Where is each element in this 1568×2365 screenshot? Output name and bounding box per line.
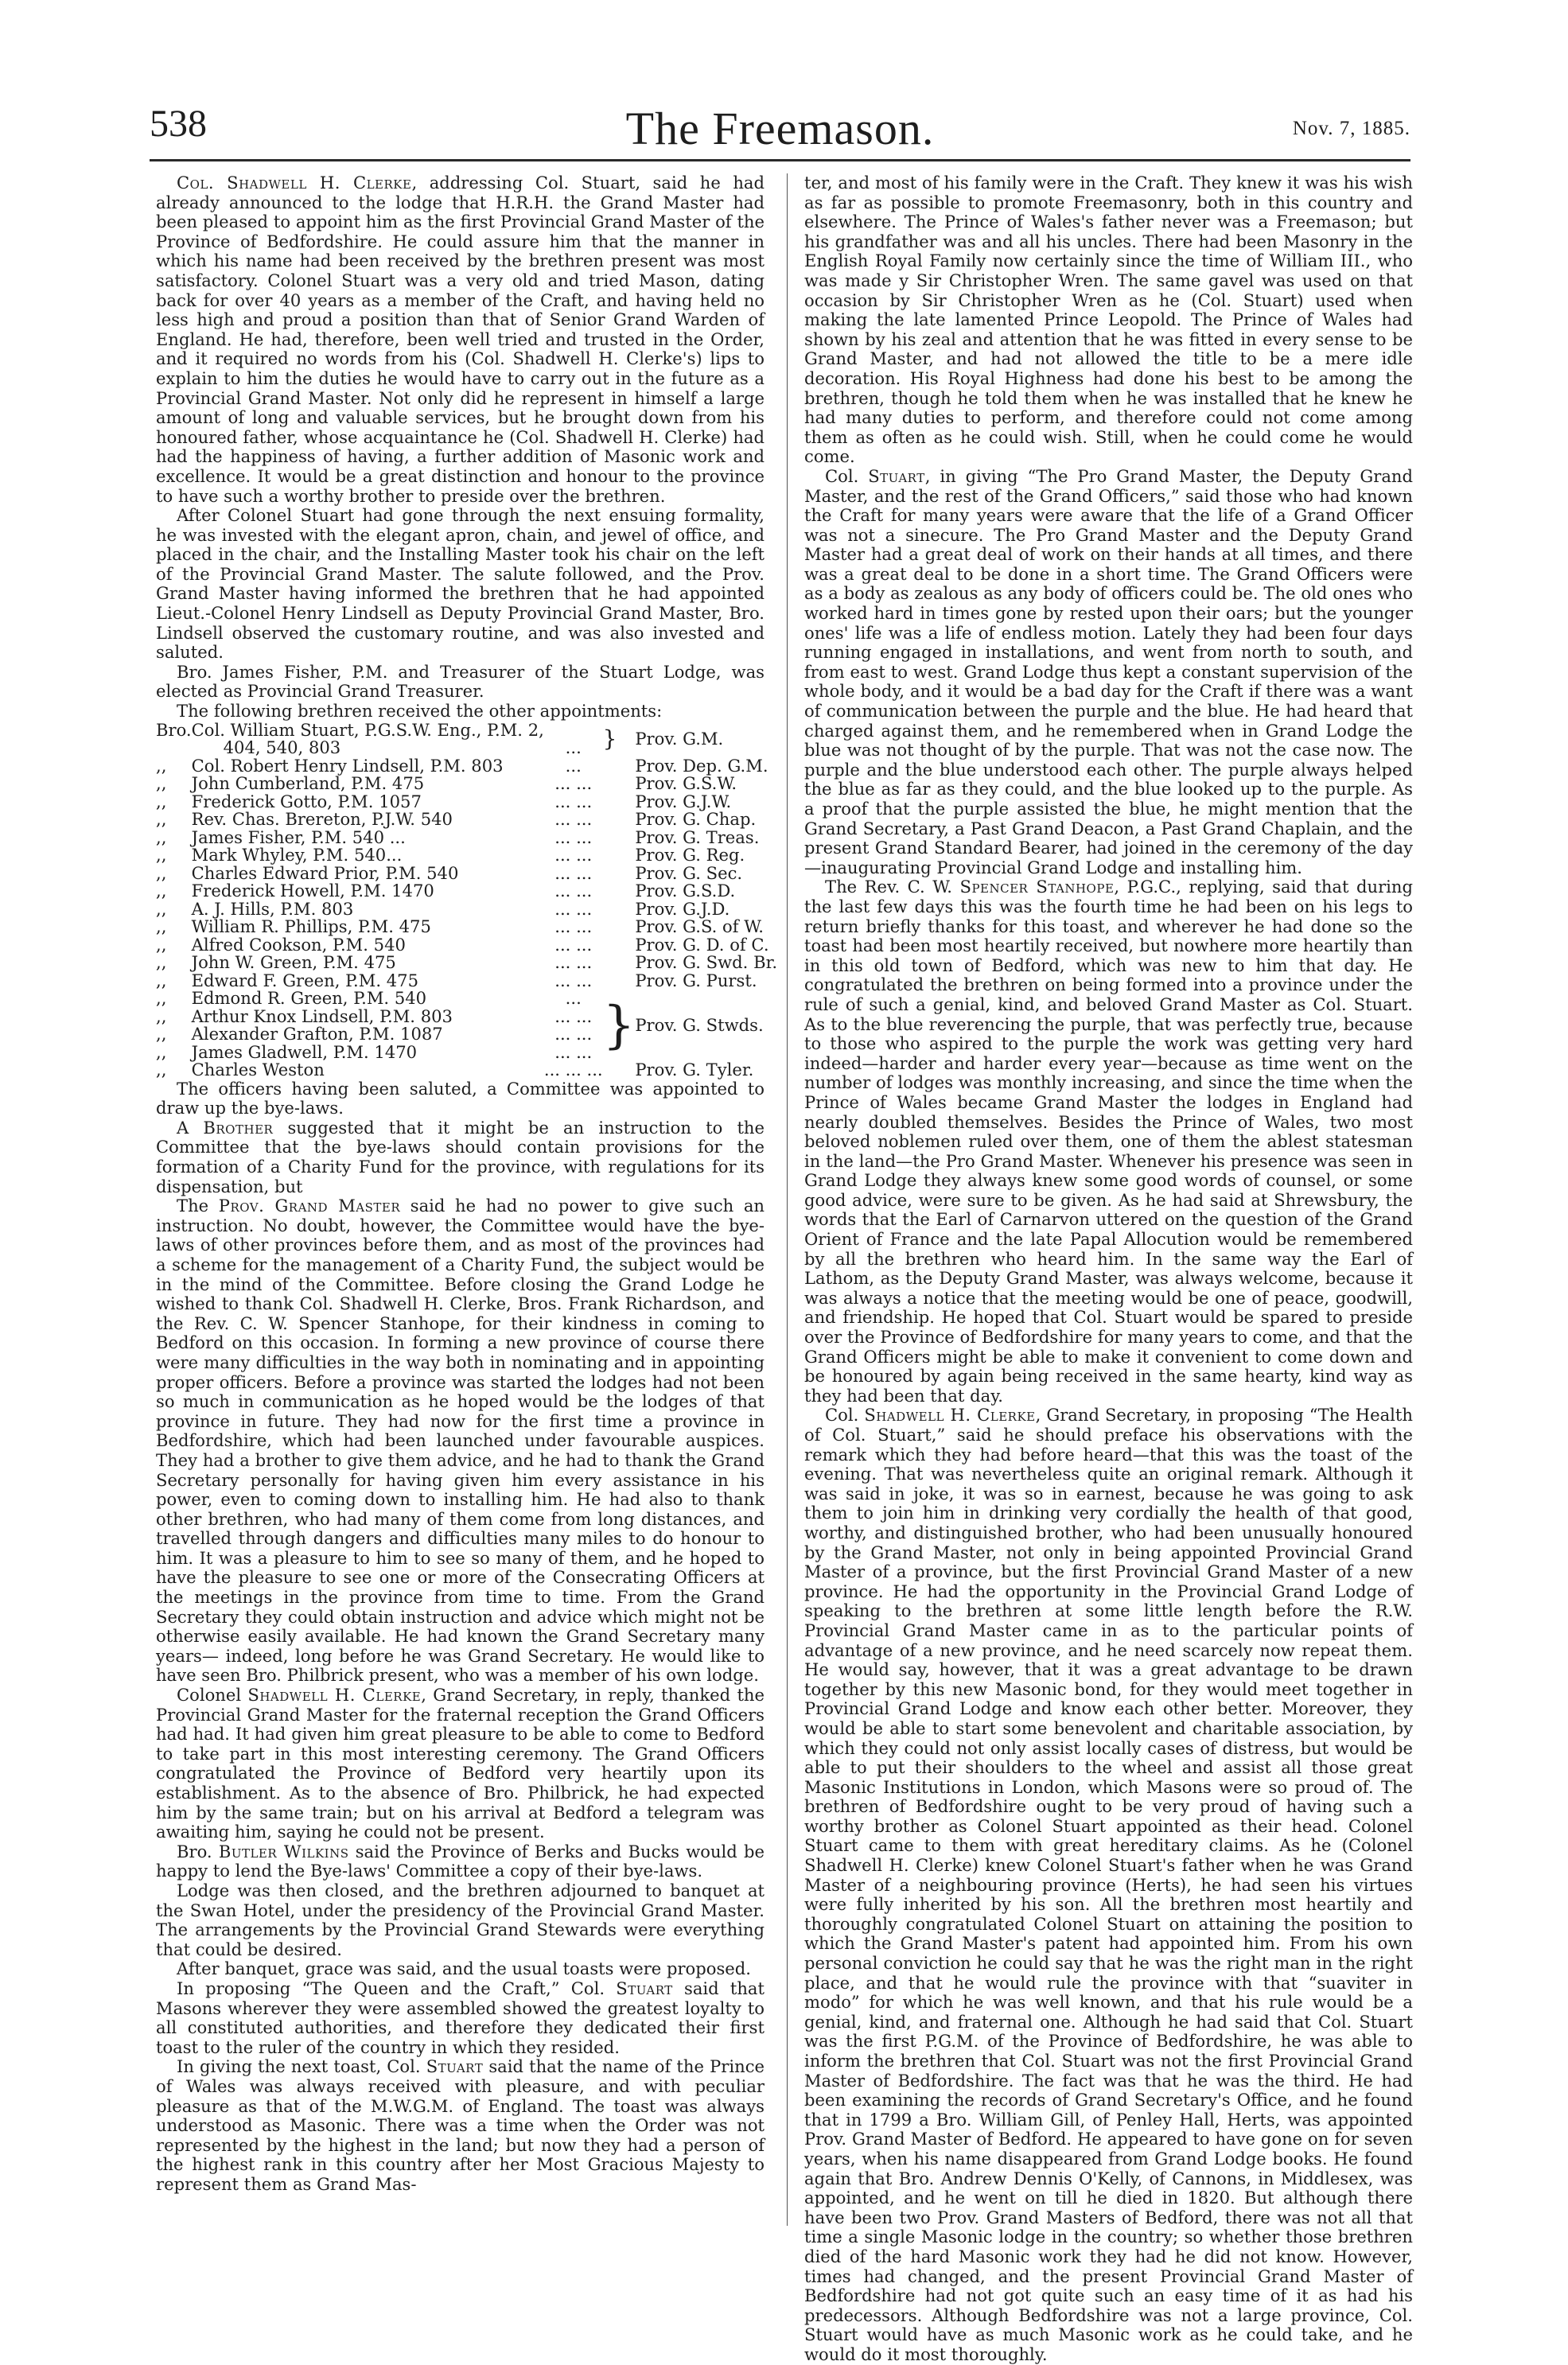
person-name: Butler Wilkins	[218, 1841, 349, 1861]
leader-dots: ... ...	[554, 970, 593, 990]
appointment-row	[156, 936, 777, 955]
text-run: said that the name of the Prince of Wales was always received with pleasure, and with peculiar pleasure as that of the M.W.G.M. of England. The toast was always understood as Masonic. There was a time when the Order was not represented by the highest in the land; but now they had a person of the highest rank in this country after her Most Gracious Majesty to represent them as Grand Mas-	[156, 2056, 765, 2194]
brother-name: Frederick Howell, P.M. 1470	[191, 881, 434, 901]
text-run: said he had no power to give such an instruction. No doubt, however, the Committee would have the bye-laws of other provinces before them, and as most of the provinces had a scheme for the management of a Charity Fund, the subject would be in the mind of the Committee. Before closing the Grand Lodge he wished to thank Col. Shadwell H. Clerke, Bros. Frank Richardson, and the Rev. C. W. Spencer Stanhope, for their kindness in coming to Bedford on this occasion. In forming a new province of course there were many difficulties in the way both in nominating and in appointing proper officers. Before a province was started the lodges had not been so much in communication as he hoped would be the lodges of that province in future. They had now for the first time a province in Bedfordshire, which had been launched under favourable auspices. They had a brother to give them advice, and he had to thank the Grand Secretary personally for having given him every assistance in his power, even to coming down to installing him. He had also to thank other brethren, who had many of them come from long distances, and travelled through dangers and difficulties many miles to do honour to him. It was a pleasure to him to see so many of them, and he hoped to have the pleasure to see one or more of the Consecrating Officers at the meetings in the province from time to time. From the Grand Secretary they could obtain instruction and advice which might not be otherwise easily available. He had known the Grand Secretary many years— indeed, long before he was Grand Secretary. He would like to have seen Bro. Philbrick present, who was a member of his own lodge.	[156, 1196, 765, 1686]
paragraph	[156, 1979, 765, 2057]
office-title: Prov. G. Sec.	[635, 862, 743, 883]
paragraph	[804, 173, 1413, 467]
brother-name: Arthur Knox Lindsell, P.M. 803	[191, 1006, 453, 1026]
appointment-row	[156, 900, 777, 919]
left-column	[156, 173, 778, 2234]
paragraph	[804, 877, 1413, 1406]
text-run: , addressing Col. Stuart, said he had already announced to the lodge that H.R.H. the Grand Master had been pleased to appoint him as the first Provincial Grand Master of the Province of Bedfordshire. He could assure him that the manner in which his name had been received by the brethren present was most satisfactory. Colonel Stuart was a very old and tried Mason, dating back for over 40 years as a member of the Craft, and having held no less high and proud a position than that of Senior Grand Warden of England. He had, therefore, been well tried and trusted in the Order, and it required no words from his (Col. Shadwell H. Clerke's) lips to explain to him the duties he would have to carry out in the future as a Provincial Grand Master. Not only did he represent in himself a large amount of long and valuable services, but he brought down from his honoured father, whose acquaintance he (Col. Shadwell H. Clerke) had had the happiness of having, a further addition of Masonic work and excellence. It would be a great distinction and honour to the province to have such a worthy brother to preside over the brethren.	[156, 173, 765, 506]
paragraph	[156, 1686, 765, 1842]
brother-name: Edward F. Green, P.M. 475	[191, 970, 418, 990]
newspaper-title: The Freemason.	[625, 103, 935, 154]
paragraph	[156, 1881, 765, 1959]
text-run: , Grand Secretary, in proposing “The Health of Col. Stuart,” said he should preface his observations with the remark which they had before heard—that this was the toast of the evening. That was nevertheless quite an original remark. Although it was said in joke, it was so in earnest, because he was going to ask them to join him in drinking very cordially the health of that good, worthy, and distinguished brother, who had been unusually honoured by the Grand Master, not only in being appointed Provincial Grand Master of a province, but the first Provincial Grand Master of a new province. He had the opportunity in the Provincial Grand Lodge of speaking to the brethren at some little length before the R.W. Provincial Grand Master came in as to the particular points of advantage of a new province, and he need scarcely now repeat them. He would say, however, that it was a great advantage to be drawn together by this new Masonic bond, for they would meet together in Provincial Grand Lodge and know each other better. Moreover, they would be able to start some benevolent and charitable association, by which they could not only assist locally cases of distress, but would be able to put their shoulders to the wheel and assist all those great Masonic Institutions in London, which Masons were so proud of. The brethren of Bedfordshire ought to be very proud of having such a worthy brother as Colonel Stuart appointed as their head. Colonel Stuart came to them with great hereditary claims. As he (Colonel Shadwell H. Clerke) knew Colonel Stuart's father when he was Grand Master of a neighbouring province (Herts), he had seen his virtues were fully inherited by his son. All the brethren most heartily and thoroughly congratulated Colonel Stuart on attaining the position to which the Grand Master's patent had appointed him. From his own personal conviction he could say that he was the right man in the right place, and that he would rule the province with that “suaviter in modo” for which he was well known, and that his rule would be a genial, kind, and fraternal one. Although he had said that Col. Stuart was the first P.G.M. of the Province of Bedfordshire, he was able to inform the brethren that Col. Stuart was not the first Provincial Grand Master of Bedfordshire. The fact was that he was the third. He had been examining the records of Grand Secretary's Office, and he found that in 1799 a Bro. William Gill, of Penley Hall, Herts, was appointed Prov. Grand Master of Bedford. He appeared to have gone on for seven years, when his name disappeared from Grand Lodge books. He found again that Bro. Andrew Dennis O'Kelly, of Cannons, in Middlesex, was appointed, and he went on till he died in 1820. But although there have been two Prov. Grand Masters of Bedford, there was not all that time a single Masonic lodge in the country; so whether those brethren died of the hard Masonic work they had he did not know. However, times had changed, and the present Provincial Grand Master of Bedfordshire had not got quite such an easy time of it as had his predecessors. Although Bedfordshire was not a large province, Col. Stuart would have as much Masonic work as he could take, and he would do it most thoroughly.	[804, 1405, 1413, 2364]
office-title: Prov. Dep. G.M.	[635, 755, 768, 776]
text-run: In proposing “The Queen and the Craft,” Col.	[177, 1978, 617, 1998]
brother-name: A. J. Hills, P.M. 803	[191, 898, 354, 919]
leader-dots: ... ...	[554, 952, 593, 973]
leader-dots: ... ...	[554, 845, 593, 865]
brother-name: Edmond R. Green, P.M. 540	[191, 988, 427, 1009]
brace-spacer	[603, 936, 636, 955]
text-run: The Rev. C. W.	[825, 877, 960, 897]
issue-date: Nov. 7, 1885.	[1292, 118, 1410, 139]
brace-spacer	[603, 865, 636, 883]
appointment-row	[156, 775, 777, 793]
brace-spacer	[603, 972, 636, 990]
paragraph	[804, 1406, 1413, 2364]
brother-name	[191, 719, 544, 758]
person-name: Shadwell H. Clerke	[864, 1405, 1036, 1426]
paragraph	[156, 663, 765, 702]
row-prefix: ,,	[156, 916, 167, 937]
paragraph	[804, 467, 1413, 877]
row-prefix: ,,	[156, 988, 167, 1009]
appointment-row	[156, 865, 777, 883]
office-title: Prov. G. Purst.	[635, 970, 757, 990]
text-run: The following brethren received the other appointments:	[177, 701, 663, 722]
brace-spacer	[603, 900, 636, 919]
row-prefix: ,,	[156, 845, 167, 865]
brother-name: James Fisher, P.M. 540 ...	[191, 827, 406, 847]
office-title: Prov. G. D. of C.	[635, 934, 769, 955]
brace-spacer	[603, 811, 636, 829]
paragraph	[156, 1196, 765, 1686]
leader-dots: ... ...	[554, 1041, 593, 1062]
text-run: The	[177, 1196, 219, 1216]
brother-name-line2: 404, 540, 803	[223, 737, 341, 758]
appointment-row	[156, 990, 777, 1008]
brother-name: John W. Green, P.M. 475	[191, 952, 396, 973]
leader-dots: ... ...	[554, 1006, 593, 1026]
brace-spacer	[603, 918, 636, 936]
masthead-rule	[150, 159, 1410, 161]
text-run: Bro.	[177, 1841, 219, 1861]
text-run: After banquet, grace was said, and the usual toasts were proposed.	[177, 1959, 751, 1979]
brace-spacer	[603, 757, 636, 776]
row-prefix: ,,	[156, 827, 167, 847]
text-run: , P.G.C., replying, said that during the last few days this was the fourth time he had been on his legs to return briefly thanks for this toast, and wherever he had done so the toast had been most heartily received, but nowhere more heartily than in this old town of Bedford, which was new to him that day. He congratulated the brethren on being formed into a province under the rule of such a genial, kind, and beloved Grand Master as Col. Stuart. As to the blue reverencing the purple, that was perfectly true, because to those who aspired to the purple the work was getting very hard indeed—harder and harder every year—because as time went on the number of lodges was monthly increasing, and since the time when the Prince of Wales became Grand Master the lodges in England had nearly doubled themselves. Besides the Prince of Wales, two most beloved noblemen ruled over them, one of them the ablest statesman in the land—the Pro Grand Master. Whenever his presence was seen in Grand Lodge they always knew some good words of counsel, or some good advice, were sure to be given. As he had said at Shrewsbury, the words that the Earl of Carnarvon uttered on the question of the Grand Orient of France and the late Papal Allocution would be remembered by all the brethren who heard him. In the same way the Earl of Lathom, as the Deputy Grand Master, was always welcome, because it was always a notice that the meeting would be one of peace, goodwill, and friendship. He hoped that Col. Stuart would be spared to preside over the Province of Bedfordshire for many years to come, and that the Grand Officers might be able to make it convenient to come down and be honoured by again being received in the same hearty, kind way as they had been that day.	[804, 877, 1414, 1406]
leader-dots: ... ...	[554, 916, 593, 937]
office-title: Prov. G.S.D.	[635, 881, 736, 901]
brother-name: Alfred Cookson, P.M. 540	[191, 934, 406, 955]
brother-name: Col. Robert Henry Lindsell, P.M. 803	[191, 755, 504, 776]
text-run: A	[177, 1117, 204, 1138]
appointment-row	[156, 757, 777, 776]
brother-name: James Gladwell, P.M. 1470	[191, 1041, 418, 1062]
office-title: Prov. G. Treas.	[635, 827, 760, 847]
office-title: Prov. G.S. of W.	[635, 916, 764, 937]
brace: }	[602, 996, 636, 1056]
text-run: Col.	[825, 465, 869, 486]
person-name: Brother	[203, 1117, 274, 1138]
appointment-row	[156, 811, 777, 829]
brother-name: Charles Edward Prior, P.M. 540	[191, 862, 459, 883]
leader-dots: ... ...	[554, 862, 593, 883]
leader-dots: ...	[565, 755, 582, 776]
text-run: ter, and most of his family were in the Craft. They knew it was his wish as far as possible to promote Freemasonry, both in this country and elsewhere. The Prince of Wales's father never was a Freemason; but his grandfather was and all his uncles. There had been Masonry in the English Royal Family now certainly since the time of William III., who was made y Sir Christopher Wren. The same gavel was used on that occasion by Sir Christopher Wren as he (Col. Stuart) used when making the late lamented Prince Leopold. The Prince of Wales had shown by his zeal and attention that he was fitted in every sense to be Grand Master, and had not allowed the title to be a mere idle decoration. His Royal Highness had done his best to be among the brethren, though he told them when he was installed that he knew he had many duties to perform, and therefore could not come among them as often as he could wish. Still, when he could come he would come.	[804, 173, 1413, 467]
appointment-row	[156, 793, 777, 811]
brace-spacer	[603, 793, 636, 811]
text-run: Lodge was then closed, and the brethren adjourned to banquet at the Swan Hotel, under the presidency of the Provincial Grand Master. The arrangements by the Provincial Grand Stewards were everything that could be desired.	[156, 1880, 765, 1959]
appointment-row	[156, 954, 777, 972]
row-prefix: ,,	[156, 1041, 167, 1062]
paragraph	[156, 173, 765, 506]
office-title: Prov. G. Stwds.	[635, 1014, 764, 1035]
paragraph	[156, 2057, 765, 2194]
page-number: 538	[150, 103, 207, 145]
row-prefix: ,,	[156, 1006, 167, 1026]
paragraph	[156, 506, 765, 663]
column-divider	[787, 173, 788, 2226]
brother-name: Frederick Gotto, P.M. 1057	[191, 791, 422, 811]
row-prefix: ,,	[156, 898, 167, 919]
steward-rows	[156, 990, 777, 1061]
person-name: Col. Shadwell H. Clerke	[177, 173, 412, 193]
office-title: Prov. G.M.	[635, 728, 724, 749]
row-prefix: ,,	[156, 934, 167, 955]
text-run: , Grand Secretary, in reply, thanked the Provincial Grand Master for the fraternal reception the Grand Officers had had. It had given him great pleasure to be able to come to Bedford to take part in this most interesting ceremony. The Grand Officers congratulated the Province of Bedford very heartily upon its establishment. As to the absence of Bro. Philbrick, he had expected him by the same train; but on his arrival at Bedford a telegram was awaiting him, saying he could not be present.	[156, 1685, 765, 1842]
office-title: Prov. G.S.W.	[635, 773, 737, 794]
text-run: suggested that it might be an instruction to the Committee that the bye-laws should contain provisions for the formation of a Charity Fund for the province, with regulations for its dispensation, but	[156, 1117, 765, 1196]
row-prefix: ,,	[156, 809, 167, 830]
text-run: Colonel	[177, 1685, 248, 1706]
brother-name-line1: Col. William Stuart, P.G.S.W. Eng., P.M. 2,	[191, 719, 544, 740]
appointment-row	[156, 829, 777, 847]
paragraph	[156, 702, 765, 722]
row-prefix: ,,	[156, 952, 167, 973]
brother-name: John Cumberland, P.M. 475	[191, 773, 425, 794]
brace-spacer	[603, 954, 636, 972]
appointments-table	[156, 719, 778, 1080]
brother-name: Alexander Grafton, P.M. 1087	[191, 1024, 443, 1044]
leader-dots: ... ...	[554, 773, 593, 794]
leader-dots: ... ...	[554, 791, 593, 811]
appointment-row	[156, 1061, 777, 1079]
person-name: Stuart	[868, 465, 925, 486]
leader-dots: ...	[565, 737, 582, 758]
row-prefix: Bro.	[156, 719, 192, 740]
brace-spacer	[603, 829, 636, 847]
row-prefix: ,,	[156, 1024, 167, 1044]
person-name: Stuart	[426, 2056, 484, 2077]
brother-name: Charles Weston	[191, 1060, 325, 1080]
row-prefix: ,,	[156, 862, 167, 883]
leader-dots: ... ...	[554, 809, 593, 830]
leader-dots: ... ...	[554, 934, 593, 955]
leader-dots: ... ...	[554, 881, 593, 901]
appointment-row	[156, 722, 777, 757]
row-prefix: ,,	[156, 755, 167, 776]
office-title: Prov. G. Reg.	[635, 845, 745, 865]
appointment-rows	[156, 757, 777, 990]
paragraph	[156, 1079, 765, 1118]
paragraph	[156, 1959, 765, 1979]
person-name: Spencer Stanhope	[959, 877, 1115, 897]
person-name: Shadwell H. Clerke	[247, 1685, 422, 1706]
office-title: Prov. G. Swd. Br.	[635, 952, 778, 973]
appointment-row	[156, 882, 777, 900]
brace: }	[602, 725, 617, 752]
leader-dots: ...	[565, 988, 582, 1009]
text-run: The officers having been saluted, a Committee was appointed to draw up the bye-laws.	[156, 1078, 765, 1118]
brace-spacer	[603, 775, 636, 793]
right-column	[804, 173, 1414, 2364]
office-title: Prov. G.J.W.	[635, 791, 732, 811]
brother-name: Mark Whyley, P.M. 540...	[191, 845, 403, 865]
brace-spacer	[603, 882, 636, 900]
row-prefix: ,,	[156, 881, 167, 901]
person-name: Prov. Grand Master	[218, 1196, 401, 1216]
text-run: said that Masons wherever they were assembled showed the greatest loyalty to all constituted authorities, and therefore they dedicated their first toast to the ruler of the country in which they resided.	[156, 1978, 765, 2057]
brother-name: Rev. Chas. Brereton, P.J.W. 540	[191, 809, 453, 830]
paragraph	[156, 1842, 765, 1881]
row-prefix: ,,	[156, 970, 167, 990]
brace-spacer	[603, 846, 636, 865]
appointment-row	[156, 918, 777, 936]
office-title: Prov. G. Tyler.	[635, 1060, 754, 1080]
text-run: Col.	[825, 1405, 865, 1426]
appointment-row	[156, 972, 777, 990]
text-run: , in giving “The Pro Grand Master, the Deputy Grand Master, and the rest of the Grand Officers,” said those who had known the Craft for many years were aware that the life of a Grand Officer was not a sinecure. The Pro Grand Master and the Deputy Grand Master had a great deal of work on their hands at all times, and there was a great deal to be done in a short time. The Grand Officers were as a body as zealous as any body of officers could be. The old ones who worked hard in times gone by rested upon their oars; but the younger ones' life was a life of endless motion. Lately they had been four days running engaged in installations, and went from north to south, and from east to west. Grand Lodge thus kept a constant supervision of the whole body, and it would be a bad day for the Craft if there was a want of communication between the purple and the blue. He had heard that charged against them, and he remembered when in Grand Lodge the blue was not thought of by the purple. That was not the case now. The purple and the blue understood each other. The purple always helped the blue as far as they could, and the blue looked up to the purple. As a proof that the purple assisted the blue, he might mention that the Grand Secretary, a Past Grand Deacon, a Past Grand Chaplain, and the present Grand Standard Bearer, had joined in the ceremony of the day—inaugurating Provincial Grand Lodge and installing him.	[804, 465, 1414, 877]
leader-dots: ... ... ...	[543, 1060, 603, 1080]
appointment-row	[156, 846, 777, 865]
person-name: Stuart	[616, 1978, 673, 1998]
paragraph	[156, 1118, 765, 1196]
masthead	[150, 102, 1410, 158]
leader-dots: ... ...	[554, 898, 593, 919]
office-title: Prov. G. Chap.	[635, 809, 757, 830]
leader-dots: ... ...	[554, 827, 593, 847]
brother-name: William R. Phillips, P.M. 475	[191, 916, 431, 937]
row-prefix: ,,	[156, 791, 167, 811]
office-title: Prov. G.J.D.	[635, 898, 730, 919]
text-run: In giving the next toast, Col.	[177, 2056, 426, 2077]
leader-dots: ... ...	[554, 1024, 593, 1044]
row-prefix: ,,	[156, 1060, 167, 1080]
text-run: After Colonel Stuart had gone through the next ensuing formality, he was invested with the elegant apron, chain, and jewel of office, and placed in the chair, and the Installing Master took his chair on the left of the Provincial Grand Master. The salute followed, and the Prov. Grand Master having informed the brethren that he had appointed Lieut.-Colonel Henry Lindsell as Deputy Provincial Grand Master, Bro. Lindsell observed the customary routine, and was also invested and saluted.	[156, 505, 765, 663]
text-run: said the Province of Berks and Bucks would be happy to lend the Bye-laws' Committee a copy of their bye-laws.	[156, 1841, 765, 1881]
text-run: Bro. James Fisher, P.M. and Treasurer of the Stuart Lodge, was elected as Provincial Grand Treasurer.	[156, 661, 765, 702]
row-prefix: ,,	[156, 773, 167, 794]
